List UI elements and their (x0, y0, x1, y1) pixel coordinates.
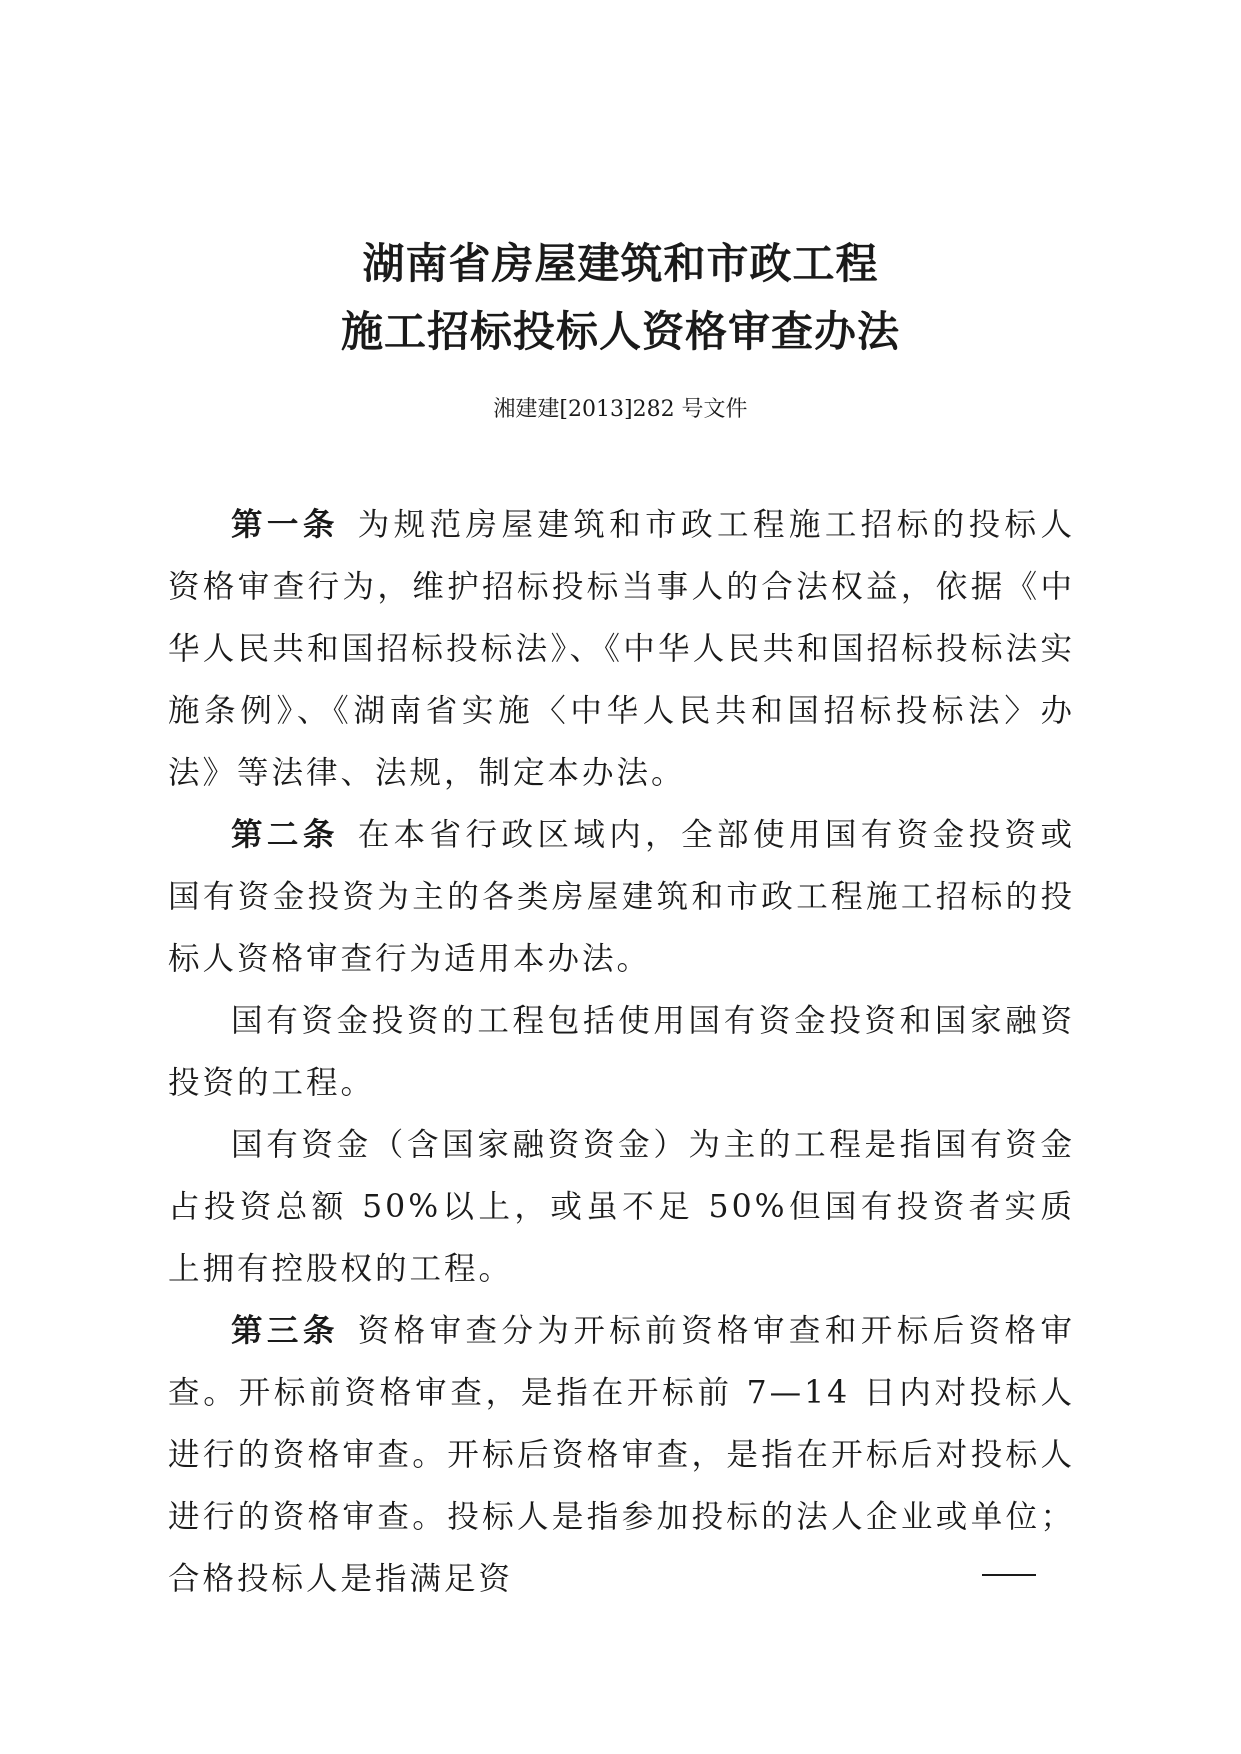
paragraph-text: 为规范房屋建筑和市政工程施工招标的投标人资格审查行为，维护招标投标当事人的合法权益，依据《中华人民共和国招标投标法》、《中华人民共和国招标投标法实施条例》、《湖南省实施〈中华人民共和国招标投标法〉办法》等法律、法规，制定本办法。 (168, 507, 1075, 791)
article-heading: 第一条 (231, 506, 339, 543)
paragraph-text: 在本省行政区域内，全部使用国有资金投资或国有资金投资为主的各类房屋建筑和市政工程施工招标的投标人资格审查行为适用本办法。 (168, 817, 1075, 977)
paragraph-text: 国有资金投资的工程包括使用国有资金投资和国家融资投资的工程。 (168, 1003, 1075, 1101)
paragraph-state-funded-majority (168, 1114, 1075, 1300)
document-body (168, 494, 1075, 1610)
paragraph-text: 国有资金（含国家融资资金）为主的工程是指国有资金占投资总额 50%以上，或虽不足 50%但国有投资者实质上拥有控股权的工程。 (168, 1127, 1075, 1287)
page-footer-dash (982, 1574, 1036, 1576)
article-heading: 第二条 (231, 816, 339, 853)
document-title-line-2: 施工招标投标人资格审查办法 (340, 307, 900, 356)
paragraph-article-2 (168, 804, 1075, 990)
article-heading: 第三条 (231, 1312, 339, 1349)
document-title-line-1: 湖南省房屋建筑和市政工程 (362, 239, 879, 288)
paragraph-state-funded-definition (168, 990, 1075, 1114)
paragraph-text: 资格审查分为开标前资格审查和开标后资格审查。开标前资格审查，是指在开标前 7—14 日内对投标人进行的资格审查。开标后资格审查，是指在开标后对投标人进行的资格审查。投标人是指参加投标的法人企业或单位；合格投标人是指满足资 (168, 1313, 1075, 1597)
paragraph-article-3 (168, 1300, 1075, 1610)
document-number: 湘建建[2013]282 号文件 (493, 397, 748, 422)
paragraph-article-1 (168, 494, 1075, 804)
